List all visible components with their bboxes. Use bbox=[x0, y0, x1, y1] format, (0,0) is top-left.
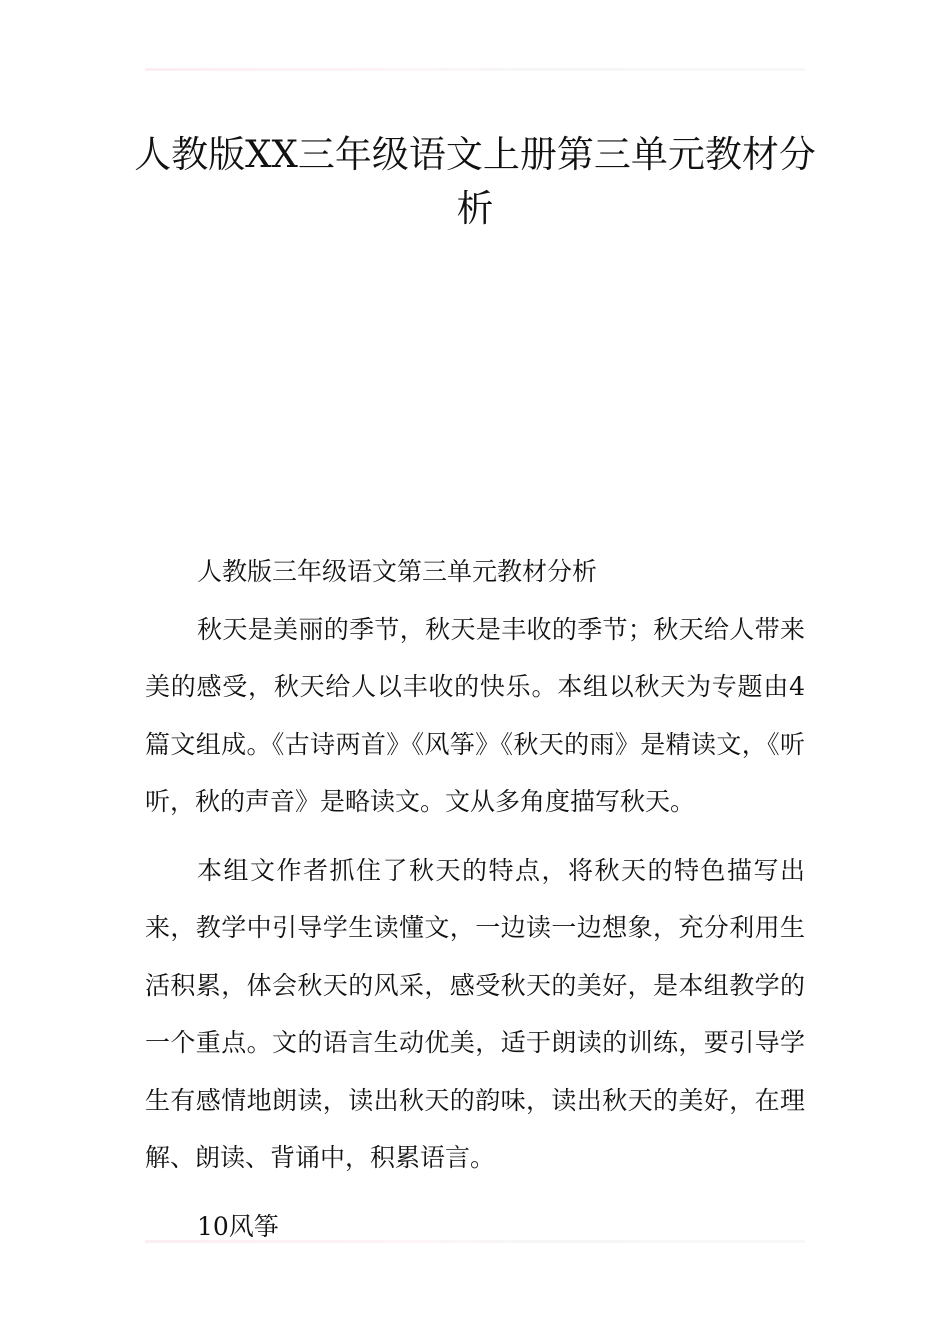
document-title: 人教版XX三年级语文上册第三单元教材分析 bbox=[134, 133, 816, 230]
body-paragraph: 秋天是美丽的季节，秋天是丰收的季节；秋天给人带来美的感受，秋天给人以丰收的快乐。本组以秋天为专题由4篇文组成。《古诗两首》《风筝》《秋天的雨》是精读文，《听听，秋的声音》是略读文。文从多角度描写秋天。 bbox=[145, 614, 805, 816]
document-subtitle: 人教版三年级语文第三单元教材分析 bbox=[197, 557, 598, 586]
document-body bbox=[145, 543, 805, 1266]
section-heading: 10风筝 bbox=[197, 1211, 279, 1241]
footer-divider bbox=[145, 1240, 805, 1243]
header-divider bbox=[145, 68, 805, 71]
body-paragraph: 本组文作者抓住了秋天的特点，将秋天的特色描写出来，教学中引导学生读懂文，一边读一边想象，充分利用生活积累，体会秋天的风采，感受秋天的美好，是本组教学的一个重点。文的语言生动优美，适于朗读的训练，要引导学生有感情地朗读，读出秋天的韵味，读出秋天的美好，在理解、朗读、背诵中，积累语言。 bbox=[145, 855, 805, 1172]
